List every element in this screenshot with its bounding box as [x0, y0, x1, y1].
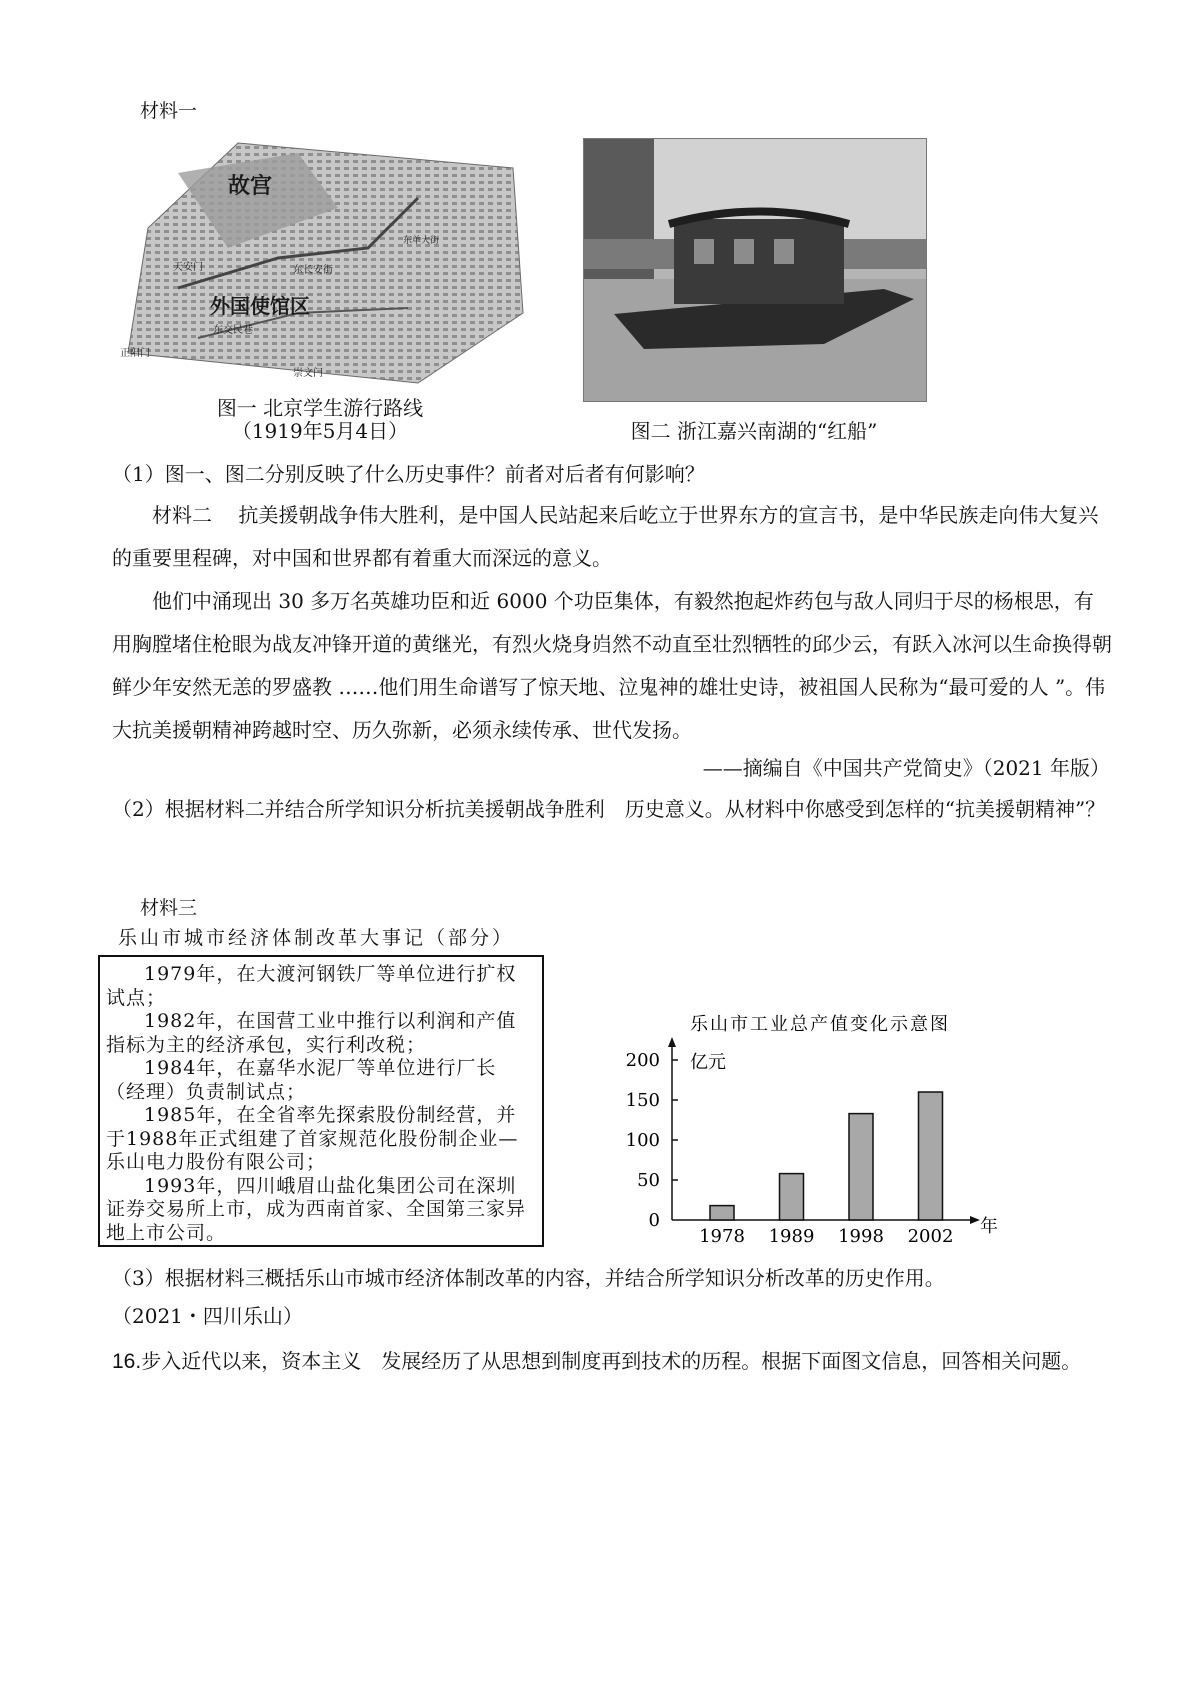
material3-label: 材料三 [140, 897, 198, 919]
beijing-route-map [118, 138, 528, 388]
material2-paragraph-2: 他们中涌现出 30 多万名英雄功臣和近 6000 个功臣集体，有毅然抱起炸药包与敌人同归于尽的杨根思，有用胸膛堵住枪眼为战友冲锋开道的黄继光，有烈火烧身岿然不动直至壮烈牺牲的邱少云，有跃入冰河以生命换得朝鲜少年安然无恙的罗盛教 ……他们用生命谱写了惊天地、泣鬼神的雄壮史诗，被祖国人民称为“最可爱的人 ”。伟大抗美援朝精神跨越时空、历久弥新，必须永续传承、世代发扬。 [112, 589, 1112, 742]
fig1-caption-date: （1919年5月4日） [231, 419, 409, 443]
chart-y-tick-label: 50 [637, 1170, 660, 1191]
chart-y-tick-label: 150 [625, 1090, 660, 1111]
chart-y-axis-label: 亿元 [690, 1052, 726, 1073]
chart-x-ticks [699, 1226, 953, 1247]
question-16 [112, 1340, 1112, 1383]
chart-bar-1998 [849, 1114, 873, 1220]
chart-y-tick-label: 0 [648, 1210, 660, 1231]
question-1: （1）图一、图二分别反映了什么历史事件？前者对后者有何影响？ [112, 462, 705, 486]
chart-x-axis-arrow [970, 1216, 980, 1224]
map-label-zhengyangmen: 正阳门 [120, 348, 150, 359]
chart-x-tick-label: 1998 [838, 1226, 884, 1247]
chart-x-tick-label: 1989 [768, 1226, 815, 1247]
chart-x-axis-label: 年 [980, 1216, 998, 1237]
chart-bar-1989 [780, 1174, 804, 1220]
question-source-tag: （2021・四川乐山） [112, 1304, 303, 1328]
chronicle-entry-1982: 1982年，在国营工业中推行以利润和产值指标为主的经济承包，实行利改税； [106, 1010, 517, 1056]
chart-title: 乐山市工业总产值变化示意图 [690, 1014, 950, 1035]
fig1-caption-title: 图一 北京学生游行路线 [216, 396, 424, 420]
red-boat-photo [583, 138, 927, 402]
chronicle-entry-1979: 1979年，在大渡河钢铁厂等单位进行扩权试点； [106, 963, 517, 1009]
boat-photo-illustration [584, 139, 926, 401]
fig2-caption: 图二 浙江嘉兴南湖的“红船” [630, 419, 878, 443]
material2-paragraph-1: 材料二 抗美援朝战争伟大胜利，是中国人民站起来后屹立于世界东方的宣言书，是中华民族走向伟大复兴的重要里程碑，对中国和世界都有着重大而深远的意义。 [112, 503, 1099, 570]
map-illustration [118, 138, 528, 388]
map-label-palace: 故宫 [228, 173, 273, 198]
industry-output-chart [600, 1010, 1020, 1250]
chart-y-axis-arrow [668, 1037, 676, 1047]
chronicle-entry-1993: 1993年，四川峨眉山盐化集团公司在深圳证券交易所上市，成为西南首家、全国第三家异地上市公司。 [106, 1174, 527, 1244]
chronicle-title: 乐山市城市经济体制改革大事记（部分） [118, 927, 515, 949]
chronicle-box [98, 955, 544, 1247]
chart-bars [710, 1092, 943, 1220]
map-label-chongwenmen: 崇文门 [293, 368, 323, 379]
chart-y-ticks [626, 1050, 678, 1231]
map-label-dongdan: 东单大街 [403, 235, 440, 245]
map-label-tiananmen: 天安门 [173, 262, 203, 273]
chronicle-entry-1984: 1984年，在嘉华水泥厂等单位进行厂长（经理）负责制试点； [106, 1057, 497, 1103]
chart-bar-1978 [710, 1206, 734, 1220]
question-2: （2）根据材料二并结合所学知识分析抗美援朝战争胜利 历史意义。从材料中你感受到怎样的“抗美援朝精神”？ [112, 797, 1106, 821]
map-label-dongjiaominxiang: 东交民巷 [213, 325, 253, 336]
chart-y-tick-label: 200 [625, 1050, 660, 1071]
map-label-dongchanganjie: 东长安街 [293, 265, 333, 276]
chart-svg [600, 1010, 1020, 1250]
chart-x-tick-label: 2002 [907, 1226, 954, 1247]
question-16-number: 16. [112, 1350, 142, 1373]
material2-source: ——摘编自《中国共产党简史》（2021 年版） [702, 756, 1110, 780]
chart-x-tick-label: 1978 [699, 1226, 745, 1247]
chart-bar-2002 [919, 1092, 943, 1220]
question-16-text: 步入近代以来，资本主义 发展经历了从思想到制度再到技术的历程。根据下面图文信息，回答相关问题。 [141, 1349, 1082, 1373]
map-label-legation: 外国使馆区 [210, 296, 310, 318]
question-3: （3）根据材料三概括乐山市城市经济体制改革的内容，并结合所学知识分析改革的历史作用。 [112, 1266, 945, 1290]
chart-y-tick-label: 100 [625, 1130, 660, 1151]
chronicle-entry-1985: 1985年，在全省率先探索股份制经营，并于1988年正式组建了首家规范化股份制企业—乐山电力股份有限公司； [106, 1104, 519, 1173]
material1-label: 材料一 [140, 100, 198, 122]
